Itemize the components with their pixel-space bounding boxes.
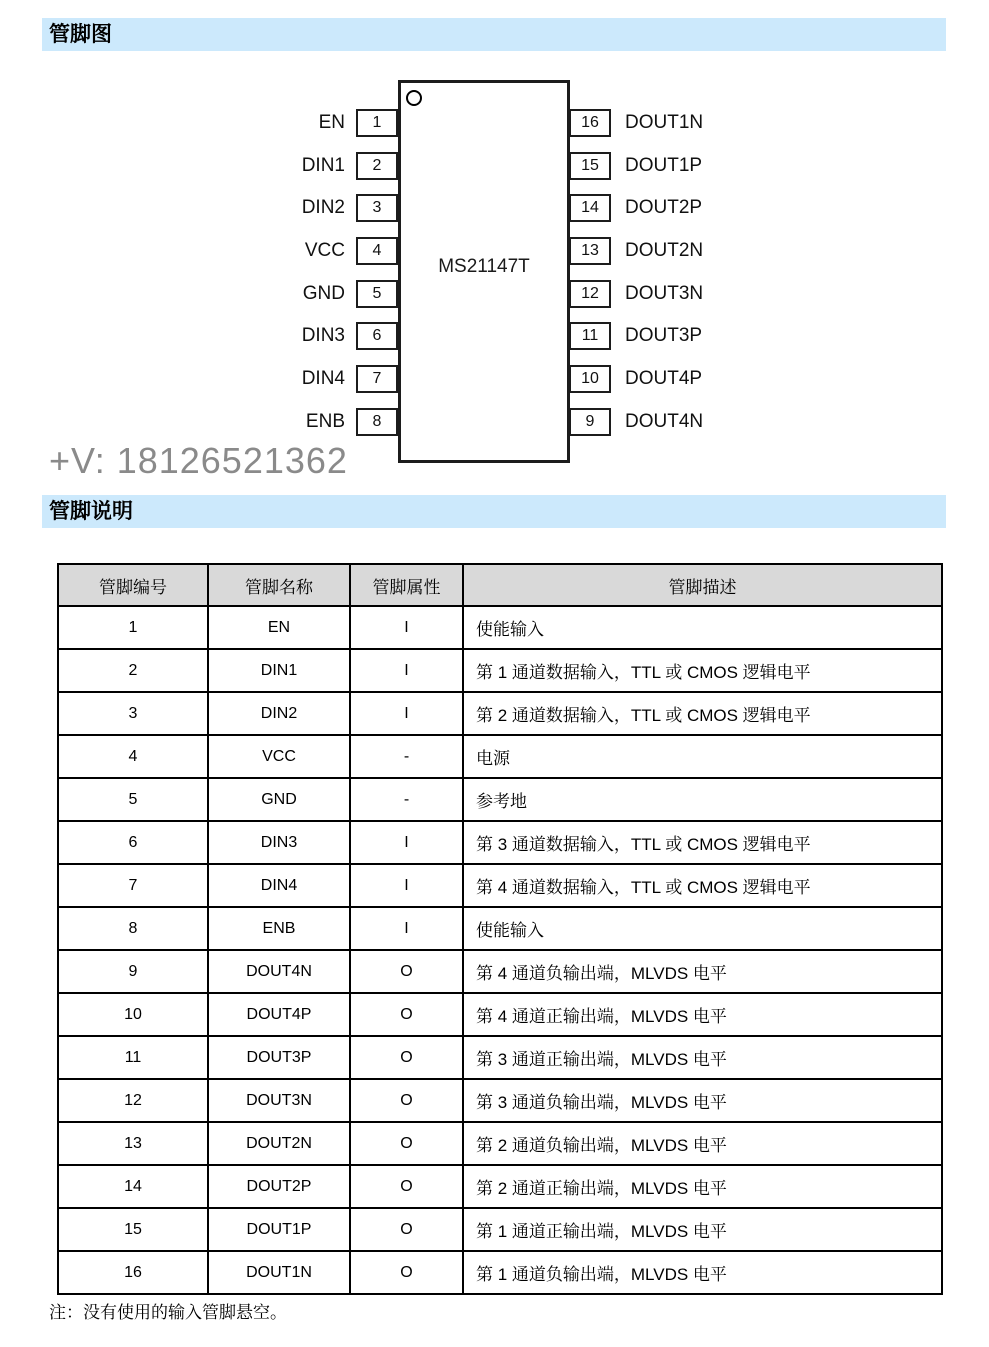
pin-label-dout2p: DOUT2P [625,197,703,218]
pin-attribute-cell: I [350,864,463,907]
pin-name-cell: EN [208,606,350,649]
pin-name-cell: DIN2 [208,692,350,735]
pin-number-cell: 3 [58,692,208,735]
pin-label-din4: DIN4 [301,368,345,389]
pin-box-vcc [356,237,398,265]
pin-box-dout1n [569,109,611,137]
pin-description-cell: 第 2 通道正输出端，MLVDS 电平 [463,1165,942,1208]
pin-name-cell: DOUT2P [208,1165,350,1208]
pin-number: 8 [372,413,382,430]
pin-description-cell: 使能输入 [463,606,942,649]
pin-attribute-cell: O [350,1251,463,1294]
pin-number: 9 [585,413,595,430]
pin-name-cell: DOUT2N [208,1122,350,1165]
pin-box-dout1p [569,152,611,180]
pin-label-dout3n: DOUT3N [625,283,704,304]
pin-box-dout4p [569,365,611,393]
pin-label-din2: DIN2 [301,197,345,218]
section-bar-pin-description [42,495,946,528]
pin-description-cell: 使能输入 [463,907,942,950]
pin-number: 4 [372,242,382,259]
pin-number: 15 [581,157,599,174]
pin-attribute-cell: O [350,1079,463,1122]
pin-number: 5 [372,285,382,302]
section-bar-pin-diagram [42,18,946,51]
pin-number-cell: 9 [58,950,208,993]
pin-box-din4 [356,365,398,393]
pin-number-cell: 11 [58,1036,208,1079]
pin-description-cell: 参考地 [463,778,942,821]
pin-box-dout4n [569,408,611,436]
pin-number: 7 [372,370,382,387]
pin-description-cell: 第 4 通道数据输入，TTL 或 CMOS 逻辑电平 [463,864,942,907]
pin-name-cell: DOUT1P [208,1208,350,1251]
pin-attribute-cell: I [350,606,463,649]
pin-attribute-cell: - [350,735,463,778]
table-row [58,1208,942,1251]
pin-label-dout4n: DOUT4N [625,411,704,432]
pin-box-dout3p [569,322,611,350]
pin-attribute-cell: I [350,692,463,735]
pin-label-vcc: VCC [304,240,345,261]
pin-number: 11 [581,327,599,344]
pin-name-cell: ENB [208,907,350,950]
column-header-pin-description: 管脚描述 [463,564,942,606]
pin-number: 3 [372,199,382,216]
pin-attribute-cell: I [350,907,463,950]
pin-attribute-cell: I [350,649,463,692]
pin-box-din3 [356,322,398,350]
pin-description-cell: 第 1 通道负输出端，MLVDS 电平 [463,1251,942,1294]
pin-attribute-cell: I [350,821,463,864]
pin-number-cell: 6 [58,821,208,864]
table-row [58,778,942,821]
table-row [58,1165,942,1208]
pin-box-dout3n [569,280,611,308]
pin-attribute-cell: O [350,1208,463,1251]
pin1-indicator-dot-icon [406,90,422,106]
pin-number-cell: 16 [58,1251,208,1294]
chip-name: MS21147T [438,256,530,277]
pin-description-cell: 第 4 通道负输出端，MLVDS 电平 [463,950,942,993]
pin-label-dout3p: DOUT3P [625,325,703,346]
pin-description-cell: 第 3 通道数据输入，TTL 或 CMOS 逻辑电平 [463,821,942,864]
pin-number-cell: 7 [58,864,208,907]
table-row [58,735,942,778]
pin-attribute-cell: - [350,778,463,821]
pin-attribute-cell: O [350,1165,463,1208]
watermark-phone: +V: 18126521362 [49,440,348,481]
section-title-pin-description: 管脚说明 [49,500,133,523]
table-row [58,864,942,907]
pin-name-cell: DIN1 [208,649,350,692]
pin-description-cell: 第 1 通道正输出端，MLVDS 电平 [463,1208,942,1251]
pin-description-cell: 第 4 通道正输出端，MLVDS 电平 [463,993,942,1036]
pin-name-cell: DOUT4P [208,993,350,1036]
table-row [58,950,942,993]
pin-box-gnd [356,280,398,308]
pin-description-cell: 第 3 通道正输出端，MLVDS 电平 [463,1036,942,1079]
column-header-pin-name: 管脚名称 [208,564,350,606]
pin-attribute-cell: O [350,1036,463,1079]
pin-name-cell: DIN4 [208,864,350,907]
pin-number-cell: 2 [58,649,208,692]
pin-number: 10 [581,370,599,387]
table-row [58,1036,942,1079]
column-header-pin-number: 管脚编号 [58,564,208,606]
pin-attribute-cell: O [350,1122,463,1165]
pin-name-cell: DIN3 [208,821,350,864]
pin-number-cell: 1 [58,606,208,649]
pin-label-dout1p: DOUT1P [625,155,703,176]
pin-description-cell: 第 1 通道数据输入，TTL 或 CMOS 逻辑电平 [463,649,942,692]
pin-number: 16 [581,114,599,131]
pin-label-enb: ENB [305,411,345,432]
pin-label-din3: DIN3 [301,325,345,346]
pin-name-cell: DOUT4N [208,950,350,993]
pin-number: 6 [372,327,382,344]
pin-description-cell: 第 2 通道数据输入，TTL 或 CMOS 逻辑电平 [463,692,942,735]
pin-label-dout2n: DOUT2N [625,240,704,261]
pin-number: 14 [581,199,599,216]
pin-box-dout2p [569,194,611,222]
table-row [58,692,942,735]
pin-number-cell: 10 [58,993,208,1036]
pin-number: 13 [581,242,599,259]
pin-box-din1 [356,152,398,180]
table-row [58,1122,942,1165]
table-row [58,606,942,649]
pin-name-cell: DOUT1N [208,1251,350,1294]
table-row [58,1251,942,1294]
pin-name-cell: VCC [208,735,350,778]
pin-number-cell: 14 [58,1165,208,1208]
section-title-pin-diagram: 管脚图 [49,23,112,46]
pin-label-gnd: GND [302,283,345,304]
pin-number: 1 [372,114,382,131]
pin-box-dout2n [569,237,611,265]
pin-attribute-cell: O [350,993,463,1036]
pin-box-enb [356,408,398,436]
pin-number-cell: 13 [58,1122,208,1165]
pin-number-cell: 12 [58,1079,208,1122]
pin-number: 12 [581,285,599,302]
pin-name-cell: GND [208,778,350,821]
table-row [58,821,942,864]
pin-description-table [57,563,943,1295]
table-header-row [58,564,942,606]
pin-attribute-cell: O [350,950,463,993]
pin-box-din2 [356,194,398,222]
pin-label-din1: DIN1 [301,155,345,176]
table-row [58,907,942,950]
footnote: 注：没有使用的输入管脚悬空。 [49,1303,287,1322]
table-row [58,649,942,692]
pin-label-dout4p: DOUT4P [625,368,703,389]
pin-label-dout1n: DOUT1N [625,112,704,133]
pin-number-cell: 8 [58,907,208,950]
pin-number-cell: 15 [58,1208,208,1251]
table-row [58,993,942,1036]
pin-number-cell: 4 [58,735,208,778]
pin-number: 2 [372,157,382,174]
pin-box-en [356,109,398,137]
pin-number-cell: 5 [58,778,208,821]
pin-name-cell: DOUT3P [208,1036,350,1079]
table-row [58,1079,942,1122]
pin-description-cell: 电源 [463,735,942,778]
pin-description-cell: 第 3 通道负输出端，MLVDS 电平 [463,1079,942,1122]
pin-description-cell: 第 2 通道负输出端，MLVDS 电平 [463,1122,942,1165]
pin-name-cell: DOUT3N [208,1079,350,1122]
pin-label-en: EN [318,112,345,133]
column-header-pin-attribute: 管脚属性 [350,564,463,606]
